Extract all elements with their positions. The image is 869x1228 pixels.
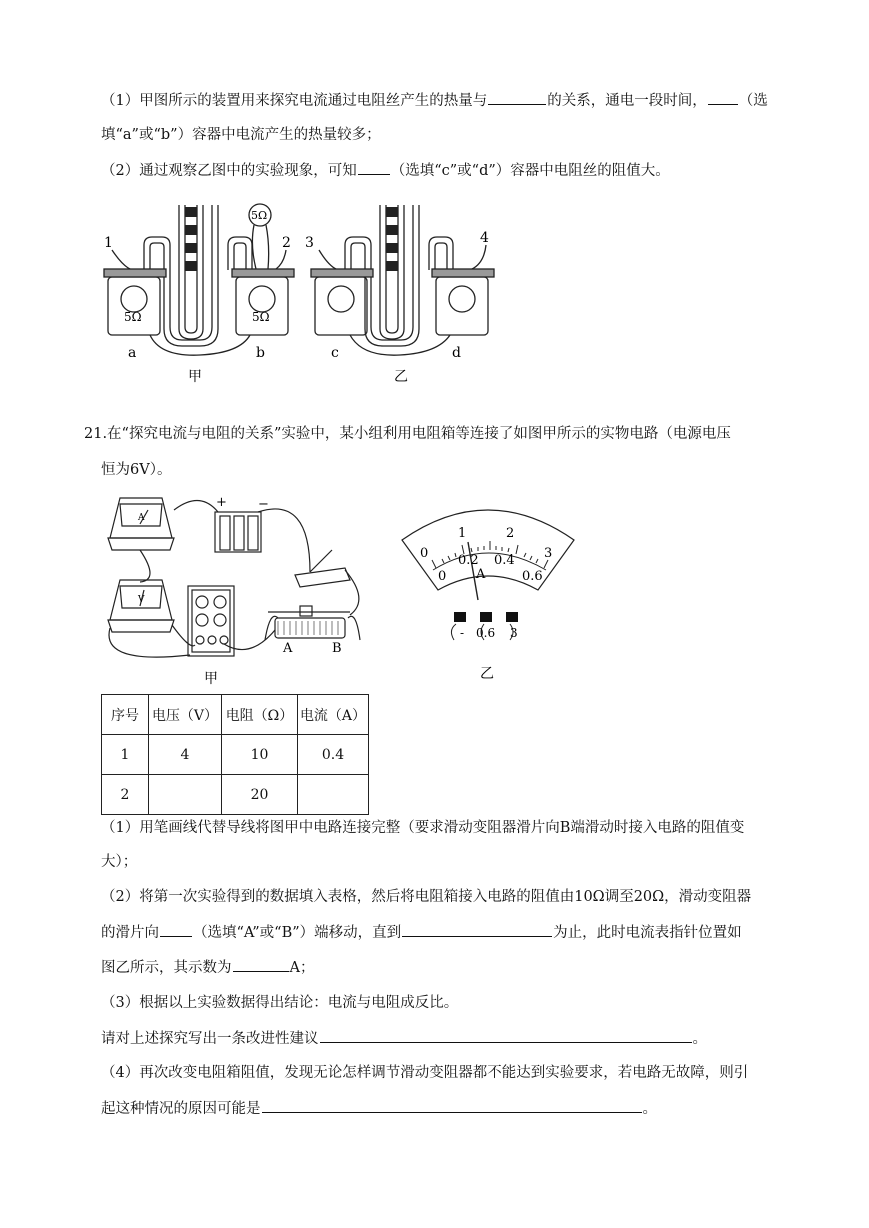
resistance-label: 5Ω (251, 209, 268, 222)
container-label: c (331, 345, 339, 361)
terminal-label: 0.6 (476, 626, 496, 640)
dial-bottom-scale: 0.2 (458, 553, 479, 568)
q20-line1 (101, 90, 768, 111)
q20-text: （选填“c”或“d”）容器中电阻丝的阻值大。 (390, 163, 670, 179)
terminal-label: 1 (104, 235, 113, 251)
answer-blank[interactable] (488, 90, 546, 105)
part2-text: 图乙所示，其示数为 (101, 960, 232, 976)
table-cell: 20 (222, 775, 298, 815)
q20-line3 (101, 160, 670, 181)
rheostat-end-b: B (332, 641, 342, 656)
resistance-label: 5Ω (124, 310, 142, 324)
part1-line1: （1）用笔画线代替导线将图甲中电路连接完整（要求滑动变阻器滑片向B端滑动时接入电路的阻值变 (101, 820, 745, 836)
figure-caption: 乙 (394, 369, 408, 385)
battery-plus-label: + (216, 495, 227, 510)
table-cell: 0.4 (298, 735, 369, 775)
terminal-label: 4 (480, 230, 489, 246)
dial-bottom-scale: 0.4 (494, 553, 515, 568)
part3-line2 (101, 1028, 707, 1049)
table-cell[interactable] (298, 775, 369, 815)
part1-line2: 大）； (101, 854, 138, 870)
answer-blank[interactable] (320, 1028, 692, 1043)
dial-unit: A (476, 567, 486, 582)
table-cell: 1 (102, 735, 149, 775)
circuit-figure (100, 490, 375, 690)
answer-blank[interactable] (262, 1098, 642, 1113)
answer-blank[interactable] (233, 957, 289, 972)
terminal-label: 3 (510, 626, 518, 640)
q20-line2: 填“a”或“b”）容器中电流产生的热量较多； (101, 127, 381, 143)
figure-caption: 乙 (480, 666, 494, 682)
dial-bottom-scale: 0.6 (522, 569, 543, 584)
figure-caption: 甲 (204, 671, 218, 687)
dial-top-scale: 2 (506, 526, 515, 541)
ammeter-dial-figure (398, 500, 578, 685)
dial-top-scale: 1 (458, 526, 467, 541)
table-header: 电阻（Ω） (222, 695, 298, 735)
terminal-label: - (460, 626, 465, 640)
table-cell: 2 (102, 775, 149, 815)
part3-line1: （3）根据以上实验数据得出结论：电流与电阻成反比。 (101, 995, 459, 1011)
terminal-label: 3 (305, 235, 314, 251)
part4-text: 。 (642, 1101, 657, 1117)
figure-caption: 甲 (188, 369, 202, 385)
resistance-label: 5Ω (252, 310, 270, 324)
answer-blank[interactable] (160, 922, 192, 937)
table-cell: 10 (222, 735, 298, 775)
ammeter-label: A (138, 513, 145, 523)
table-cell[interactable] (149, 775, 222, 815)
part3-text: 请对上述探究写出一条改进性建议 (101, 1031, 319, 1047)
q20-text: （选 (738, 93, 768, 109)
table-header: 序号 (102, 695, 149, 735)
part4-line1: （4）再次改变电阻箱阻值，发现无论怎样调节滑动变阻器都不能达到实验要求，若电路无故障，则引 (101, 1065, 749, 1081)
dial-bottom-scale: 0 (438, 569, 447, 584)
joule-heating-figure (100, 195, 500, 390)
table-header-row (102, 695, 369, 735)
part2-text: 的滑片向 (101, 925, 159, 941)
data-table (101, 694, 369, 815)
q21-line2: 恒为6V）。 (101, 462, 172, 478)
dial-top-scale: 0 (420, 546, 429, 561)
terminal-label: 2 (282, 235, 291, 251)
part4-line2 (101, 1098, 657, 1119)
q20-text: （1）甲图所示的装置用来探究电流通过电阻丝产生的热量与 (101, 93, 488, 109)
part2-text: （选填“A”或“B”）端移动，直到 (193, 925, 402, 941)
table-header: 电流（A） (298, 695, 369, 735)
part2-line2 (101, 922, 742, 943)
answer-blank[interactable] (708, 90, 738, 105)
rheostat-end-a: A (283, 641, 293, 656)
part4-text: 起这种情况的原因可能是 (101, 1101, 261, 1117)
battery-minus-label: − (258, 497, 269, 512)
part2-text: 为止，此时电流表指针位置如 (553, 925, 742, 941)
part2-line3 (101, 957, 314, 978)
container-label: b (256, 345, 265, 361)
part3-text: 。 (692, 1031, 707, 1047)
dial-top-scale: 3 (544, 546, 553, 561)
part2-line1: （2）将第一次实验得到的数据填入表格，然后将电阻箱接入电路的阻值由10Ω调至20Ω，滑动变阻器 (101, 889, 752, 905)
q20-text: （2）通过观察乙图中的实验现象，可知 (101, 163, 357, 179)
q21-line1: 21.在“探究电流与电阻的关系”实验中，某小组利用电阻箱等连接了如图甲所示的实物电路（电源电压 (84, 426, 731, 442)
container-label: d (452, 345, 461, 361)
voltmeter-label: V (138, 595, 145, 605)
answer-blank[interactable] (402, 922, 552, 937)
container-label: a (128, 345, 137, 361)
answer-blank[interactable] (358, 160, 390, 175)
q20-text: 的关系，通电一段时间， (547, 93, 707, 109)
table-header: 电压（V） (149, 695, 222, 735)
table-cell: 4 (149, 735, 222, 775)
table-row (102, 775, 369, 815)
part2-text: A； (289, 960, 315, 976)
table-row (102, 735, 369, 775)
